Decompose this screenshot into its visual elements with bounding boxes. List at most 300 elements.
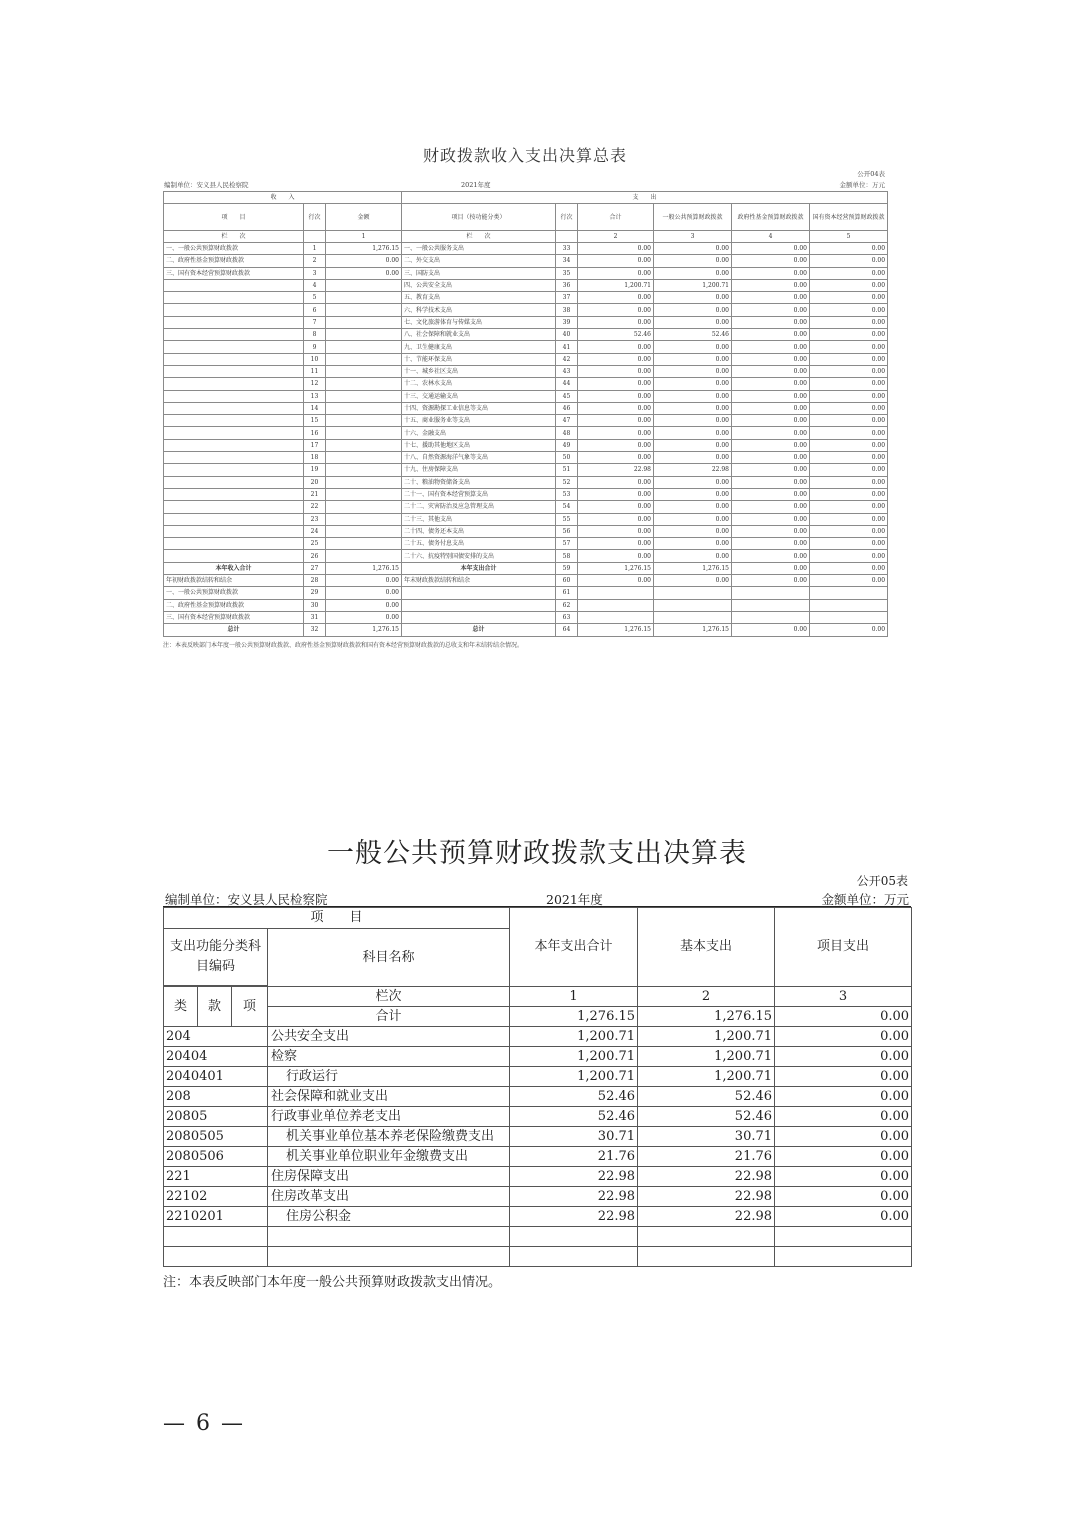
cell-rn: 45	[556, 390, 578, 402]
cell-ri: 十四、资源勘探工业信息等支出	[402, 402, 556, 414]
cell-ri: 十一、城乡社区支出	[402, 365, 556, 377]
cell-v3: 0.00	[732, 329, 810, 341]
cell-v2: 0.00	[654, 243, 732, 255]
cell-la	[326, 304, 402, 316]
table-row	[164, 316, 888, 328]
cell-v1: 0.00	[578, 575, 654, 587]
table-row	[164, 488, 888, 500]
cell-v3: 0.00	[732, 255, 810, 267]
cell-code: 20404	[164, 1047, 268, 1067]
cell-li	[164, 452, 304, 464]
cell-name: 行政运行	[268, 1067, 510, 1087]
cell-ln: 25	[304, 538, 326, 550]
cell-ln: 29	[304, 587, 326, 599]
cell-ri: 总计	[402, 624, 556, 636]
cell-name: 行政事业单位养老支出	[268, 1107, 510, 1127]
cell-la	[326, 329, 402, 341]
lanci-label: 栏次	[268, 987, 510, 1007]
cell-v1	[578, 611, 654, 623]
cell-li: 年初财政拨款结转和结余	[164, 575, 304, 587]
cell-la	[326, 501, 402, 513]
table-row	[164, 599, 888, 611]
cell-v2: 0.00	[654, 402, 732, 414]
code-header: 支出功能分类科目编码	[164, 929, 268, 986]
cell-v2: 22.98	[638, 1167, 775, 1187]
page-number: — 6 —	[163, 1411, 245, 1436]
cell-ri: 七、文化旅游体育与传媒支出	[402, 316, 556, 328]
cell-li: 本年收入合计	[164, 562, 304, 574]
cell-v2: 0.00	[654, 316, 732, 328]
cell-v3: 0.00	[732, 476, 810, 488]
cell-ln: 17	[304, 439, 326, 451]
cell-v1: 0.00	[578, 538, 654, 550]
cell-v3: 0.00	[732, 550, 810, 562]
cell-rn: 57	[556, 538, 578, 550]
cell-li	[164, 329, 304, 341]
cell-v1: 52.46	[578, 329, 654, 341]
cell-ri: 八、社会保障和就业支出	[402, 329, 556, 341]
cell-v4: 0.00	[810, 341, 888, 353]
cell-rn: 63	[556, 611, 578, 623]
cell-ri: 十、节能环保支出	[402, 353, 556, 365]
cell-ri: 六、科学技术支出	[402, 304, 556, 316]
lanci-num: 3	[775, 987, 912, 1007]
cell-v3: 0.00	[732, 415, 810, 427]
table-row	[164, 439, 888, 451]
cell-v4: 0.00	[810, 378, 888, 390]
cell-rn: 42	[556, 353, 578, 365]
cell-li	[164, 464, 304, 476]
cell-la: 1,276.15	[326, 624, 402, 636]
cell-ln: 27	[304, 562, 326, 574]
cell-la	[326, 464, 402, 476]
cell-ln: 3	[304, 267, 326, 279]
col-state: 国有资本经营预算财政拨款	[810, 204, 888, 231]
cell-la	[326, 525, 402, 537]
cell-v1: 0.00	[578, 304, 654, 316]
cell-name: 住房公积金	[268, 1207, 510, 1227]
cell-v4: 0.00	[810, 279, 888, 291]
cell-v2	[654, 611, 732, 623]
cell-ln: 32	[304, 624, 326, 636]
cell-ri: 十九、住房保障支出	[402, 464, 556, 476]
cell-v3: 0.00	[732, 501, 810, 513]
cell-v1: 0.00	[578, 488, 654, 500]
cell-la	[326, 538, 402, 550]
cell-name: 机关事业单位基本养老保险缴费支出	[268, 1127, 510, 1147]
cell-ri: 二十五、债务付息支出	[402, 538, 556, 550]
cell-v4: 0.00	[810, 316, 888, 328]
cell-v2: 0.00	[654, 476, 732, 488]
cell-ri: 三、国防支出	[402, 267, 556, 279]
table-row	[164, 304, 888, 316]
cell-la: 1,276.15	[326, 243, 402, 255]
cell-rn: 46	[556, 402, 578, 414]
cell-code: 20805	[164, 1107, 268, 1127]
cell-ln: 21	[304, 488, 326, 500]
lanci-num: 5	[810, 231, 888, 243]
cell-v3: 0.00	[775, 1047, 912, 1067]
cell-v2: 0.00	[654, 304, 732, 316]
cell-li: 总计	[164, 624, 304, 636]
income-header: 收 入	[164, 192, 402, 204]
table-row	[164, 1067, 912, 1087]
cell-ln: 2	[304, 255, 326, 267]
cell-v1: 0.00	[578, 452, 654, 464]
cell-v3: 0.00	[732, 304, 810, 316]
cell-rn: 49	[556, 439, 578, 451]
cell-rn: 48	[556, 427, 578, 439]
table-row	[164, 587, 888, 599]
cell-ri: 九、卫生健康支出	[402, 341, 556, 353]
cell-li	[164, 341, 304, 353]
cell-la	[326, 402, 402, 414]
cell-la	[326, 316, 402, 328]
cell-v4: 0.00	[810, 390, 888, 402]
col-item-func: 项目（按功能分类）	[402, 204, 556, 231]
cell-ri: 十二、农林水支出	[402, 378, 556, 390]
cell-name: 住房保障支出	[268, 1167, 510, 1187]
cell-v3: 0.00	[775, 1187, 912, 1207]
table-row	[164, 513, 888, 525]
cell-v1: 52.46	[510, 1107, 638, 1127]
cell-v3: 0.00	[775, 1167, 912, 1187]
cell-la	[326, 550, 402, 562]
cell-li: 三、国有资本经营预算财政拨款	[164, 267, 304, 279]
cell-v4: 0.00	[810, 353, 888, 365]
cell-v3: 0.00	[732, 624, 810, 636]
cell-rn: 60	[556, 575, 578, 587]
cell-v4: 0.00	[810, 415, 888, 427]
lanci-label: 栏 次	[402, 231, 556, 243]
cell-v1: 0.00	[578, 353, 654, 365]
col-fund: 政府性基金预算财政拨款	[732, 204, 810, 231]
cell-v3: 0.00	[732, 353, 810, 365]
cell-rn: 39	[556, 316, 578, 328]
table-row	[164, 402, 888, 414]
cell-name: 公共安全支出	[268, 1027, 510, 1047]
table-row	[164, 1047, 912, 1067]
cell-v1: 30.71	[510, 1127, 638, 1147]
cell-ri: 二十六、抗疫特别国债安排的支出	[402, 550, 556, 562]
cell-ri: 二、外交支出	[402, 255, 556, 267]
cell-v3: 0.00	[775, 1087, 912, 1107]
cell-li	[164, 550, 304, 562]
cell-v3: 0.00	[775, 1147, 912, 1167]
cell-rn: 35	[556, 267, 578, 279]
name-header: 科目名称	[268, 929, 510, 987]
cell-v1: 22.98	[510, 1207, 638, 1227]
cell-v1: 1,200.71	[510, 1027, 638, 1047]
table1-grid	[163, 191, 888, 637]
lanci-num: 1	[326, 231, 402, 243]
cell-v1: 0.00	[578, 267, 654, 279]
table1-title: 财政拨款收入支出决算总表	[422, 146, 627, 165]
cell-v2: 22.98	[654, 464, 732, 476]
cell-v4: 0.00	[810, 329, 888, 341]
table-row	[164, 329, 888, 341]
cell-v3: 0.00	[732, 427, 810, 439]
table2-year: 2021年度	[546, 892, 603, 907]
cell-name: 住房改革支出	[268, 1187, 510, 1207]
cell-li	[164, 402, 304, 414]
cell-ln: 13	[304, 390, 326, 402]
cell-v3: 0.00	[732, 292, 810, 304]
cell-v2: 30.71	[638, 1127, 775, 1147]
table1-unit: 金额单位：万元	[839, 181, 885, 189]
cell-v2: 0.00	[654, 292, 732, 304]
cell-ln: 8	[304, 329, 326, 341]
col-project-header: 项目支出	[775, 908, 912, 987]
cell-v2	[654, 587, 732, 599]
cell-rn: 64	[556, 624, 578, 636]
table-row	[164, 365, 888, 377]
cell-v3: 0.00	[775, 1107, 912, 1127]
cell-v1: 1,276.15	[578, 624, 654, 636]
table-row	[164, 1187, 912, 1207]
table2-code: 公开05表	[856, 874, 908, 888]
cell-v4: 0.00	[810, 427, 888, 439]
cell-v2: 22.98	[638, 1187, 775, 1207]
cell-rn: 54	[556, 501, 578, 513]
table-row	[164, 267, 888, 279]
cell-ri: 二十一、国有资本经营预算支出	[402, 488, 556, 500]
cell-la	[326, 341, 402, 353]
cell-ri: 十五、商业服务业等支出	[402, 415, 556, 427]
cell-v2: 1,276.15	[654, 562, 732, 574]
cell-v4: 0.00	[810, 624, 888, 636]
table2-title: 一般公共预算财政拨款支出决算表	[327, 838, 747, 869]
cell-rn: 43	[556, 365, 578, 377]
cell-code: 208	[164, 1087, 268, 1107]
cell-v2: 1,276.15	[654, 624, 732, 636]
cell-la: 0.00	[326, 255, 402, 267]
table-row	[164, 1167, 912, 1187]
cell-v1: 0.00	[578, 341, 654, 353]
cell-rn: 59	[556, 562, 578, 574]
cell-v3: 0.00	[732, 267, 810, 279]
cell-v2: 1,200.71	[638, 1027, 775, 1047]
cell-rn: 62	[556, 599, 578, 611]
cell-ln: 16	[304, 427, 326, 439]
table-row	[164, 452, 888, 464]
table-row	[164, 550, 888, 562]
cell-v3: 0.00	[732, 365, 810, 377]
col-total-header: 本年支出合计	[510, 908, 638, 987]
cell-v2: 0.00	[654, 341, 732, 353]
cell-v2: 0.00	[654, 501, 732, 513]
item-header: 项 目	[164, 908, 510, 929]
table-row	[164, 378, 888, 390]
cell-v2: 1,200.71	[638, 1047, 775, 1067]
cell-v4: 0.00	[810, 243, 888, 255]
cell-ln: 6	[304, 304, 326, 316]
cell-v3: 0.00	[732, 538, 810, 550]
table-row	[164, 1087, 912, 1107]
cell-rn: 50	[556, 452, 578, 464]
cell-li	[164, 513, 304, 525]
cell-v1: 0.00	[578, 378, 654, 390]
cell-ri: 二十四、债务还本支出	[402, 525, 556, 537]
cell-rn: 41	[556, 341, 578, 353]
cell-ln: 24	[304, 525, 326, 537]
cell-v3: 0.00	[732, 341, 810, 353]
cell-li	[164, 525, 304, 537]
cell-ln: 19	[304, 464, 326, 476]
cell-v3: 0.00	[775, 1067, 912, 1087]
cell-v1: 0.00	[578, 550, 654, 562]
table-row	[164, 464, 888, 476]
cell-v2: 1,200.71	[654, 279, 732, 291]
cell-rn: 34	[556, 255, 578, 267]
cell-la: 0.00	[326, 267, 402, 279]
cell-li	[164, 501, 304, 513]
cell-v2: 52.46	[638, 1107, 775, 1127]
cell-v3: 0.00	[732, 316, 810, 328]
cell-v1: 52.46	[510, 1087, 638, 1107]
table-row	[164, 390, 888, 402]
cell-v1: 1,200.71	[510, 1067, 638, 1087]
cell-v2: 0.00	[654, 439, 732, 451]
cell-ri: 十八、自然资源海洋气象等支出	[402, 452, 556, 464]
cell-ln: 26	[304, 550, 326, 562]
cell-ln: 18	[304, 452, 326, 464]
cell-li	[164, 353, 304, 365]
cell-v3: 0.00	[775, 1027, 912, 1047]
cell-v4: 0.00	[810, 452, 888, 464]
cell-v1: 0.00	[578, 390, 654, 402]
xiang-header: 项	[232, 987, 268, 1027]
cell-v1	[578, 587, 654, 599]
table-row	[164, 243, 888, 255]
cell-v2: 0.00	[654, 255, 732, 267]
cell-la	[326, 476, 402, 488]
table1-section	[163, 143, 887, 649]
cell-ri: 二十二、灾害防治及应急管理支出	[402, 501, 556, 513]
col-general: 一般公共预算财政拨款	[654, 204, 732, 231]
table-row	[164, 525, 888, 537]
col-amount: 金额	[326, 204, 402, 231]
table1-year: 2021年度	[461, 181, 491, 189]
cell-v2: 1,200.71	[638, 1067, 775, 1087]
cell-v2: 0.00	[654, 513, 732, 525]
cell-ri: 四、公共安全支出	[402, 279, 556, 291]
cell-v3: 0.00	[732, 525, 810, 537]
cell-v4: 0.00	[810, 575, 888, 587]
table-row	[164, 1127, 912, 1147]
cell-la	[326, 353, 402, 365]
cell-v4: 0.00	[810, 501, 888, 513]
table2-section	[163, 834, 911, 1290]
cell-ln: 31	[304, 611, 326, 623]
cell-v2: 21.76	[638, 1147, 775, 1167]
cell-rn: 33	[556, 243, 578, 255]
cell-v4: 0.00	[810, 464, 888, 476]
cell-rn: 53	[556, 488, 578, 500]
cell-v1: 0.00	[578, 255, 654, 267]
cell-v2: 52.46	[638, 1087, 775, 1107]
cell-v1: 0.00	[578, 365, 654, 377]
cell-ln: 22	[304, 501, 326, 513]
cell-v4: 0.00	[810, 488, 888, 500]
cell-code: 2210201	[164, 1207, 268, 1227]
table-row	[164, 501, 888, 513]
cell-rn: 36	[556, 279, 578, 291]
cell-v3: 0.00	[732, 390, 810, 402]
cell-v1: 1,200.71	[510, 1047, 638, 1067]
cell-v3: 0.00	[732, 464, 810, 476]
cell-v4: 0.00	[810, 365, 888, 377]
cell-v1: 1,276.15	[578, 562, 654, 574]
lei-header: 类	[164, 987, 198, 1027]
total-label: 合计	[268, 1007, 510, 1027]
table-row	[164, 353, 888, 365]
cell-rn: 52	[556, 476, 578, 488]
cell-li	[164, 304, 304, 316]
cell-ln: 4	[304, 279, 326, 291]
cell-v4: 0.00	[810, 538, 888, 550]
cell-v2: 52.46	[654, 329, 732, 341]
cell-v1: 1,200.71	[578, 279, 654, 291]
table-row	[164, 538, 888, 550]
cell-v4: 0.00	[810, 439, 888, 451]
cell-ln: 23	[304, 513, 326, 525]
table-row	[164, 1027, 912, 1047]
cell-code: 2080506	[164, 1147, 268, 1167]
cell-v3: 0.00	[732, 439, 810, 451]
total-value: 0.00	[775, 1007, 912, 1027]
cell-v4: 0.00	[810, 476, 888, 488]
cell-v2: 0.00	[654, 267, 732, 279]
cell-li	[164, 279, 304, 291]
cell-name: 检察	[268, 1047, 510, 1067]
cell-v4: 0.00	[810, 402, 888, 414]
cell-v2: 0.00	[654, 427, 732, 439]
cell-v4: 0.00	[810, 525, 888, 537]
table-row	[164, 1207, 912, 1227]
cell-v4: 0.00	[810, 304, 888, 316]
cell-ln: 7	[304, 316, 326, 328]
cell-ri: 十六、金融支出	[402, 427, 556, 439]
cell-ri	[402, 599, 556, 611]
cell-li: 一、一般公共预算财政拨款	[164, 587, 304, 599]
table-row	[164, 279, 888, 291]
cell-v1: 0.00	[578, 402, 654, 414]
table-row	[164, 1147, 912, 1167]
cell-v1: 0.00	[578, 243, 654, 255]
cell-rn: 55	[556, 513, 578, 525]
total-value: 1,276.15	[638, 1007, 775, 1027]
table-row	[164, 341, 888, 353]
cell-li	[164, 439, 304, 451]
cell-v4: 0.00	[810, 255, 888, 267]
col-row2: 行次	[556, 204, 578, 231]
table2-grid	[163, 907, 912, 1267]
cell-ln: 10	[304, 353, 326, 365]
cell-v1: 0.00	[578, 439, 654, 451]
table2-note: 注：本表反映部门本年度一般公共预算财政拨款支出情况。	[163, 1275, 502, 1290]
cell-v1: 0.00	[578, 476, 654, 488]
cell-la	[326, 439, 402, 451]
cell-li	[164, 476, 304, 488]
lanci-num: 4	[732, 231, 810, 243]
cell-v4: 0.00	[810, 562, 888, 574]
cell-ln: 28	[304, 575, 326, 587]
cell-rn: 56	[556, 525, 578, 537]
cell-v2: 0.00	[654, 415, 732, 427]
table2-meta	[163, 890, 911, 907]
table-row	[164, 1107, 912, 1127]
